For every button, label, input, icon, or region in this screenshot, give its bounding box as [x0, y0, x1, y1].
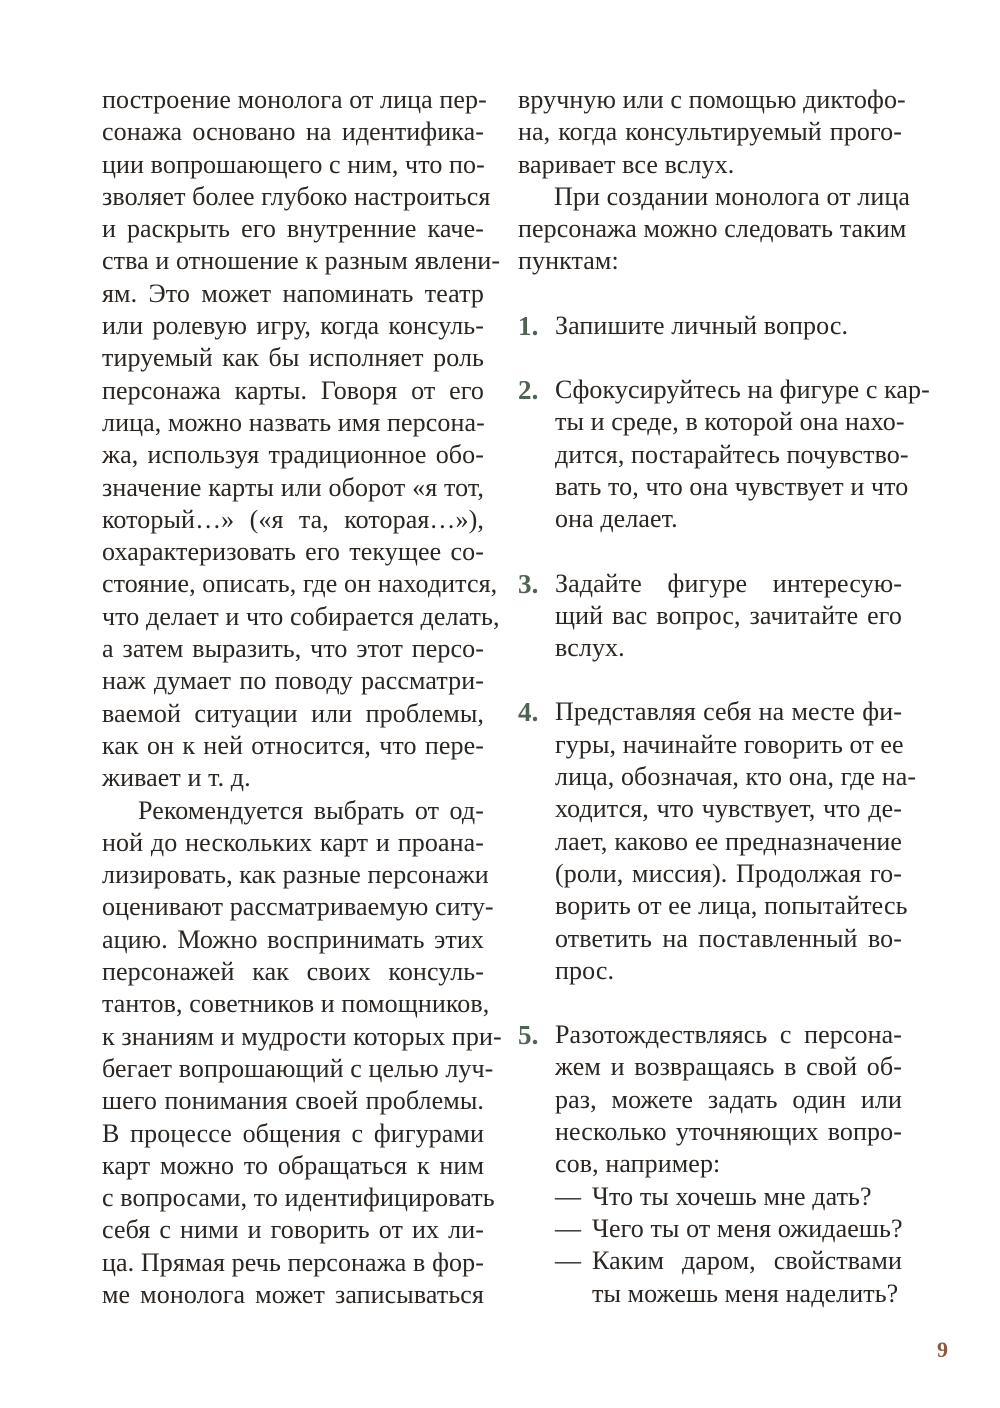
text-line: с вопросами, то идентифицировать	[102, 1183, 495, 1213]
paragraph-recommendation	[102, 795, 502, 1312]
text-line: Разотождествляясь с персона-	[555, 1020, 902, 1050]
text-line: карт можно то обращаться к ним	[102, 1150, 484, 1180]
step-item-4	[518, 696, 917, 987]
text-line: наж думает по поводу рассматри-	[102, 666, 484, 696]
paragraph-continuation	[518, 84, 906, 181]
text-line: ты и среде, в которой она нахо-	[555, 407, 905, 437]
text-line: персонажей как своих консуль-	[102, 957, 484, 987]
step-number: 2.	[518, 375, 539, 406]
text-line: жем и возвращаясь в свой об-	[555, 1052, 902, 1082]
text-line: который…» («я та, которая…»),	[102, 504, 484, 534]
text-line: а затем выразить, что этот персо-	[102, 634, 484, 664]
text-line: В процессе общения с фигурами	[102, 1118, 484, 1148]
text-line: несколько уточняющих вопро-	[555, 1117, 902, 1147]
text-line: варивает все вслух.	[518, 149, 735, 179]
question-text: Что ты хочешь мне дать?	[592, 1181, 872, 1211]
text-line: Рекомендуется выбрать от од-	[138, 795, 484, 825]
em-dash: —	[555, 1246, 582, 1276]
step-item-5	[518, 1019, 902, 1310]
text-line: тируемый как бы исполняет роль	[102, 343, 484, 373]
text-line: При создании монолога от лица	[554, 181, 911, 211]
text-line: ответить на поставленный во-	[555, 923, 902, 953]
question-item	[555, 1245, 902, 1277]
text-line: ства и отношение к разным явлени-	[102, 246, 501, 276]
step-item-3	[518, 568, 902, 665]
text-line: ворить от ее лица, попытайтесь	[555, 891, 908, 921]
question-text-continuation: ты можешь меня наделить?	[592, 1278, 899, 1308]
text-line: лица, обозначая, кто она, где на-	[555, 762, 917, 792]
text-line: Представляя себя на месте фи-	[555, 697, 902, 727]
text-line: или ролевую игру, когда консуль-	[102, 311, 484, 341]
text-line: дится, постарайтесь почувство-	[555, 439, 909, 469]
text-line: стояние, описать, где он находится,	[102, 569, 498, 599]
text-line: оценивают рассматриваемую ситу-	[102, 892, 494, 922]
text-line: на, когда консультируемый прого-	[518, 117, 902, 147]
text-line: живает и т. д.	[102, 763, 251, 793]
text-line: ме монолога может записываться	[102, 1279, 484, 1309]
text-line: зволяет более глубоко настроиться	[102, 181, 491, 211]
page-number: 9	[937, 1337, 948, 1362]
text-line: охарактеризовать его текущее со-	[102, 537, 484, 567]
text-line: ной до нескольких карт и проана-	[102, 827, 484, 857]
text-line: ям. Это может напоминать театр	[102, 278, 484, 308]
step-item-1	[518, 310, 902, 342]
text-line: значение карты или оборот «я тот,	[102, 472, 484, 502]
question-text: Каким даром, свойствами	[592, 1246, 902, 1276]
question-item	[555, 1213, 902, 1245]
text-line: персонажа карты. Говоря от его	[102, 375, 484, 405]
text-line: ваемой ситуации или проблемы,	[102, 698, 484, 728]
text-line: ходится, что чувствует, что де-	[555, 794, 902, 824]
text-line: и раскрыть его внутренние каче-	[102, 214, 484, 244]
text-line: (роли, миссия). Продолжая го-	[555, 858, 902, 888]
text-line: как он к ней относится, что пере-	[102, 730, 484, 760]
text-line: себя с ними и говорить от их ли-	[102, 1215, 484, 1245]
question-item	[555, 1181, 902, 1213]
text-line: шего понимания своей проблемы.	[102, 1086, 484, 1116]
step-number: 1.	[518, 310, 539, 341]
text-line: что делает и что собирается делать,	[102, 601, 500, 631]
text-line: к знаниям и мудрости которых при-	[102, 1021, 502, 1051]
text-line: ца. Прямая речь персонажа в фор-	[102, 1247, 484, 1277]
step-number: 4.	[518, 697, 539, 728]
text-line: персонажа можно следовать таким	[518, 214, 907, 244]
text-line: ции вопрошающего с ним, что по-	[102, 149, 485, 179]
text-line: тантов, советников и помощников,	[102, 989, 490, 1019]
text-line: Запишите личный вопрос.	[555, 310, 849, 340]
text-line: раз, можете задать один или	[555, 1084, 902, 1114]
step-item-2	[518, 374, 930, 535]
question-text: Чего ты от меня ожидаешь?	[592, 1213, 903, 1243]
text-line: лает, каково ее предназначение	[555, 826, 902, 856]
text-line: лизировать, как разные персонажи	[102, 860, 489, 890]
text-line: ацию. Можно воспринимать этих	[102, 924, 484, 954]
paragraph-personage-monologue	[102, 84, 501, 795]
text-line: жа, используя традиционное обо-	[102, 440, 484, 470]
em-dash: —	[555, 1181, 582, 1211]
text-line: бегает вопрошающий с целью луч-	[102, 1053, 494, 1083]
text-line: сонажа основано на идентифика-	[102, 117, 484, 147]
text-line: вать то, что она чувствует и что	[555, 471, 909, 501]
text-line: Сфокусируйтесь на фигуре с кар-	[555, 375, 930, 405]
paragraph-steps-intro	[518, 181, 911, 278]
left-column	[102, 84, 502, 1311]
text-line: щий вас вопрос, зачитайте его	[555, 600, 902, 630]
text-line: вручную или с помощью диктофо-	[518, 85, 906, 114]
text-line: вслух.	[555, 633, 625, 663]
text-line: лица, можно назвать имя персона-	[102, 407, 485, 437]
text-line: прос.	[555, 955, 615, 985]
right-column	[518, 84, 930, 1310]
text-line: пунктам:	[518, 246, 619, 276]
text-line: Задайте фигуре интересую-	[555, 568, 902, 598]
text-line: построение монолога от лица пер-	[102, 85, 487, 114]
step-number: 5.	[518, 1020, 539, 1051]
step-number: 3.	[518, 568, 539, 599]
clarifying-questions-list	[555, 1181, 902, 1310]
em-dash: —	[555, 1213, 582, 1243]
steps-list	[518, 310, 930, 1310]
text-line: сов, например:	[555, 1149, 721, 1179]
text-line: гуры, начинайте говорить от ее	[555, 729, 904, 759]
text-line: она делает.	[555, 504, 678, 534]
